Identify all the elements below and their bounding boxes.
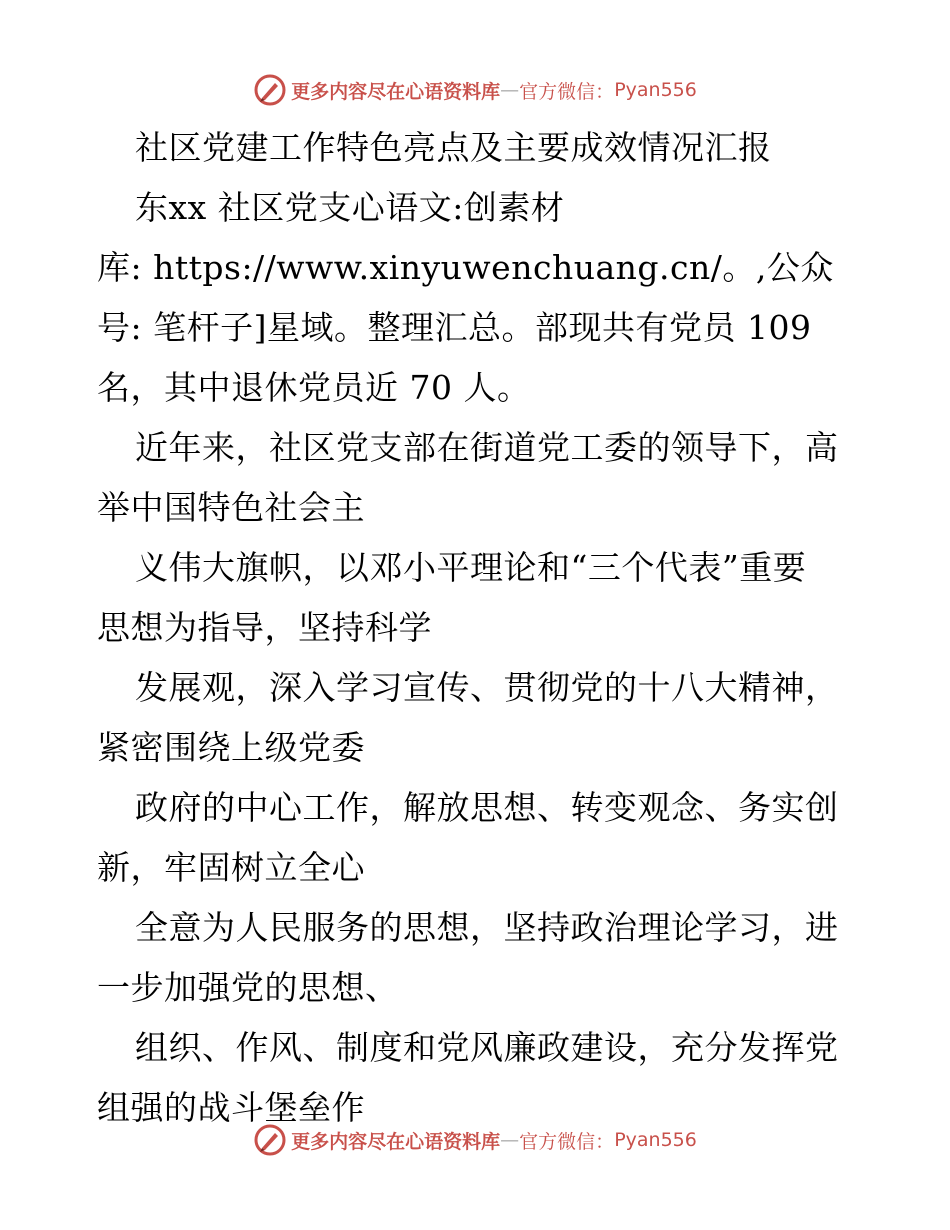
text-line: 发展观，深入学习宣传、贯彻党的十八大精神， bbox=[135, 668, 839, 707]
banner-separator: — bbox=[500, 79, 520, 101]
text-line: 全意为人民服务的思想，坚持政治理论学习，进 bbox=[135, 908, 839, 947]
header-banner bbox=[0, 70, 950, 110]
text-line: 义伟大旗帜，以邓小平理论和“三个代表”重要 bbox=[135, 548, 807, 587]
banner-main-text: 更多内容尽在心语资料库 bbox=[291, 1130, 501, 1153]
banner-label: 官方微信： bbox=[519, 1130, 615, 1153]
text-line: 组织、作风、制度和党风廉政建设，充分发挥党 bbox=[135, 1028, 839, 1067]
text-line: 新，牢固树立全心 bbox=[97, 848, 365, 887]
banner-separator: — bbox=[500, 1129, 520, 1151]
text-line: 紧密围绕上级党委 bbox=[97, 728, 365, 767]
text-line: 举中国特色社会主 bbox=[97, 488, 365, 527]
text-line: 库: https://www.xinyuwenchuang.cn/。,公众 bbox=[97, 248, 834, 287]
text-line: 名，其中退休党员近 70 人。 bbox=[97, 368, 531, 407]
text-line: 号: 笔杆子]星域。整理汇总。部现共有党员 109 bbox=[97, 308, 812, 347]
banner-label: 官方微信： bbox=[519, 80, 615, 103]
document-body bbox=[97, 118, 857, 1138]
text-line: 政府的中心工作，解放思想、转变观念、务实创 bbox=[135, 788, 839, 827]
banner-main-text: 更多内容尽在心语资料库 bbox=[291, 80, 501, 103]
document-title: 社区党建工作特色亮点及主要成效情况汇报 bbox=[135, 128, 772, 167]
text-line: 一步加强党的思想、 bbox=[97, 968, 399, 1007]
text-line: 东xx 社区党支心语文:创素材 bbox=[135, 188, 565, 227]
pen-logo-icon bbox=[253, 1123, 287, 1157]
banner-wechat-id: Pyan556 bbox=[614, 79, 697, 101]
text-line: 近年来，社区党支部在街道党工委的领导下，高 bbox=[135, 428, 839, 467]
banner-wechat-id: Pyan556 bbox=[614, 1129, 697, 1151]
footer-banner bbox=[0, 1120, 950, 1160]
text-line: 思想为指导，坚持科学 bbox=[97, 608, 432, 647]
pen-logo-icon bbox=[253, 73, 287, 107]
text-line: 组强的战斗堡垒作 bbox=[97, 1088, 365, 1127]
